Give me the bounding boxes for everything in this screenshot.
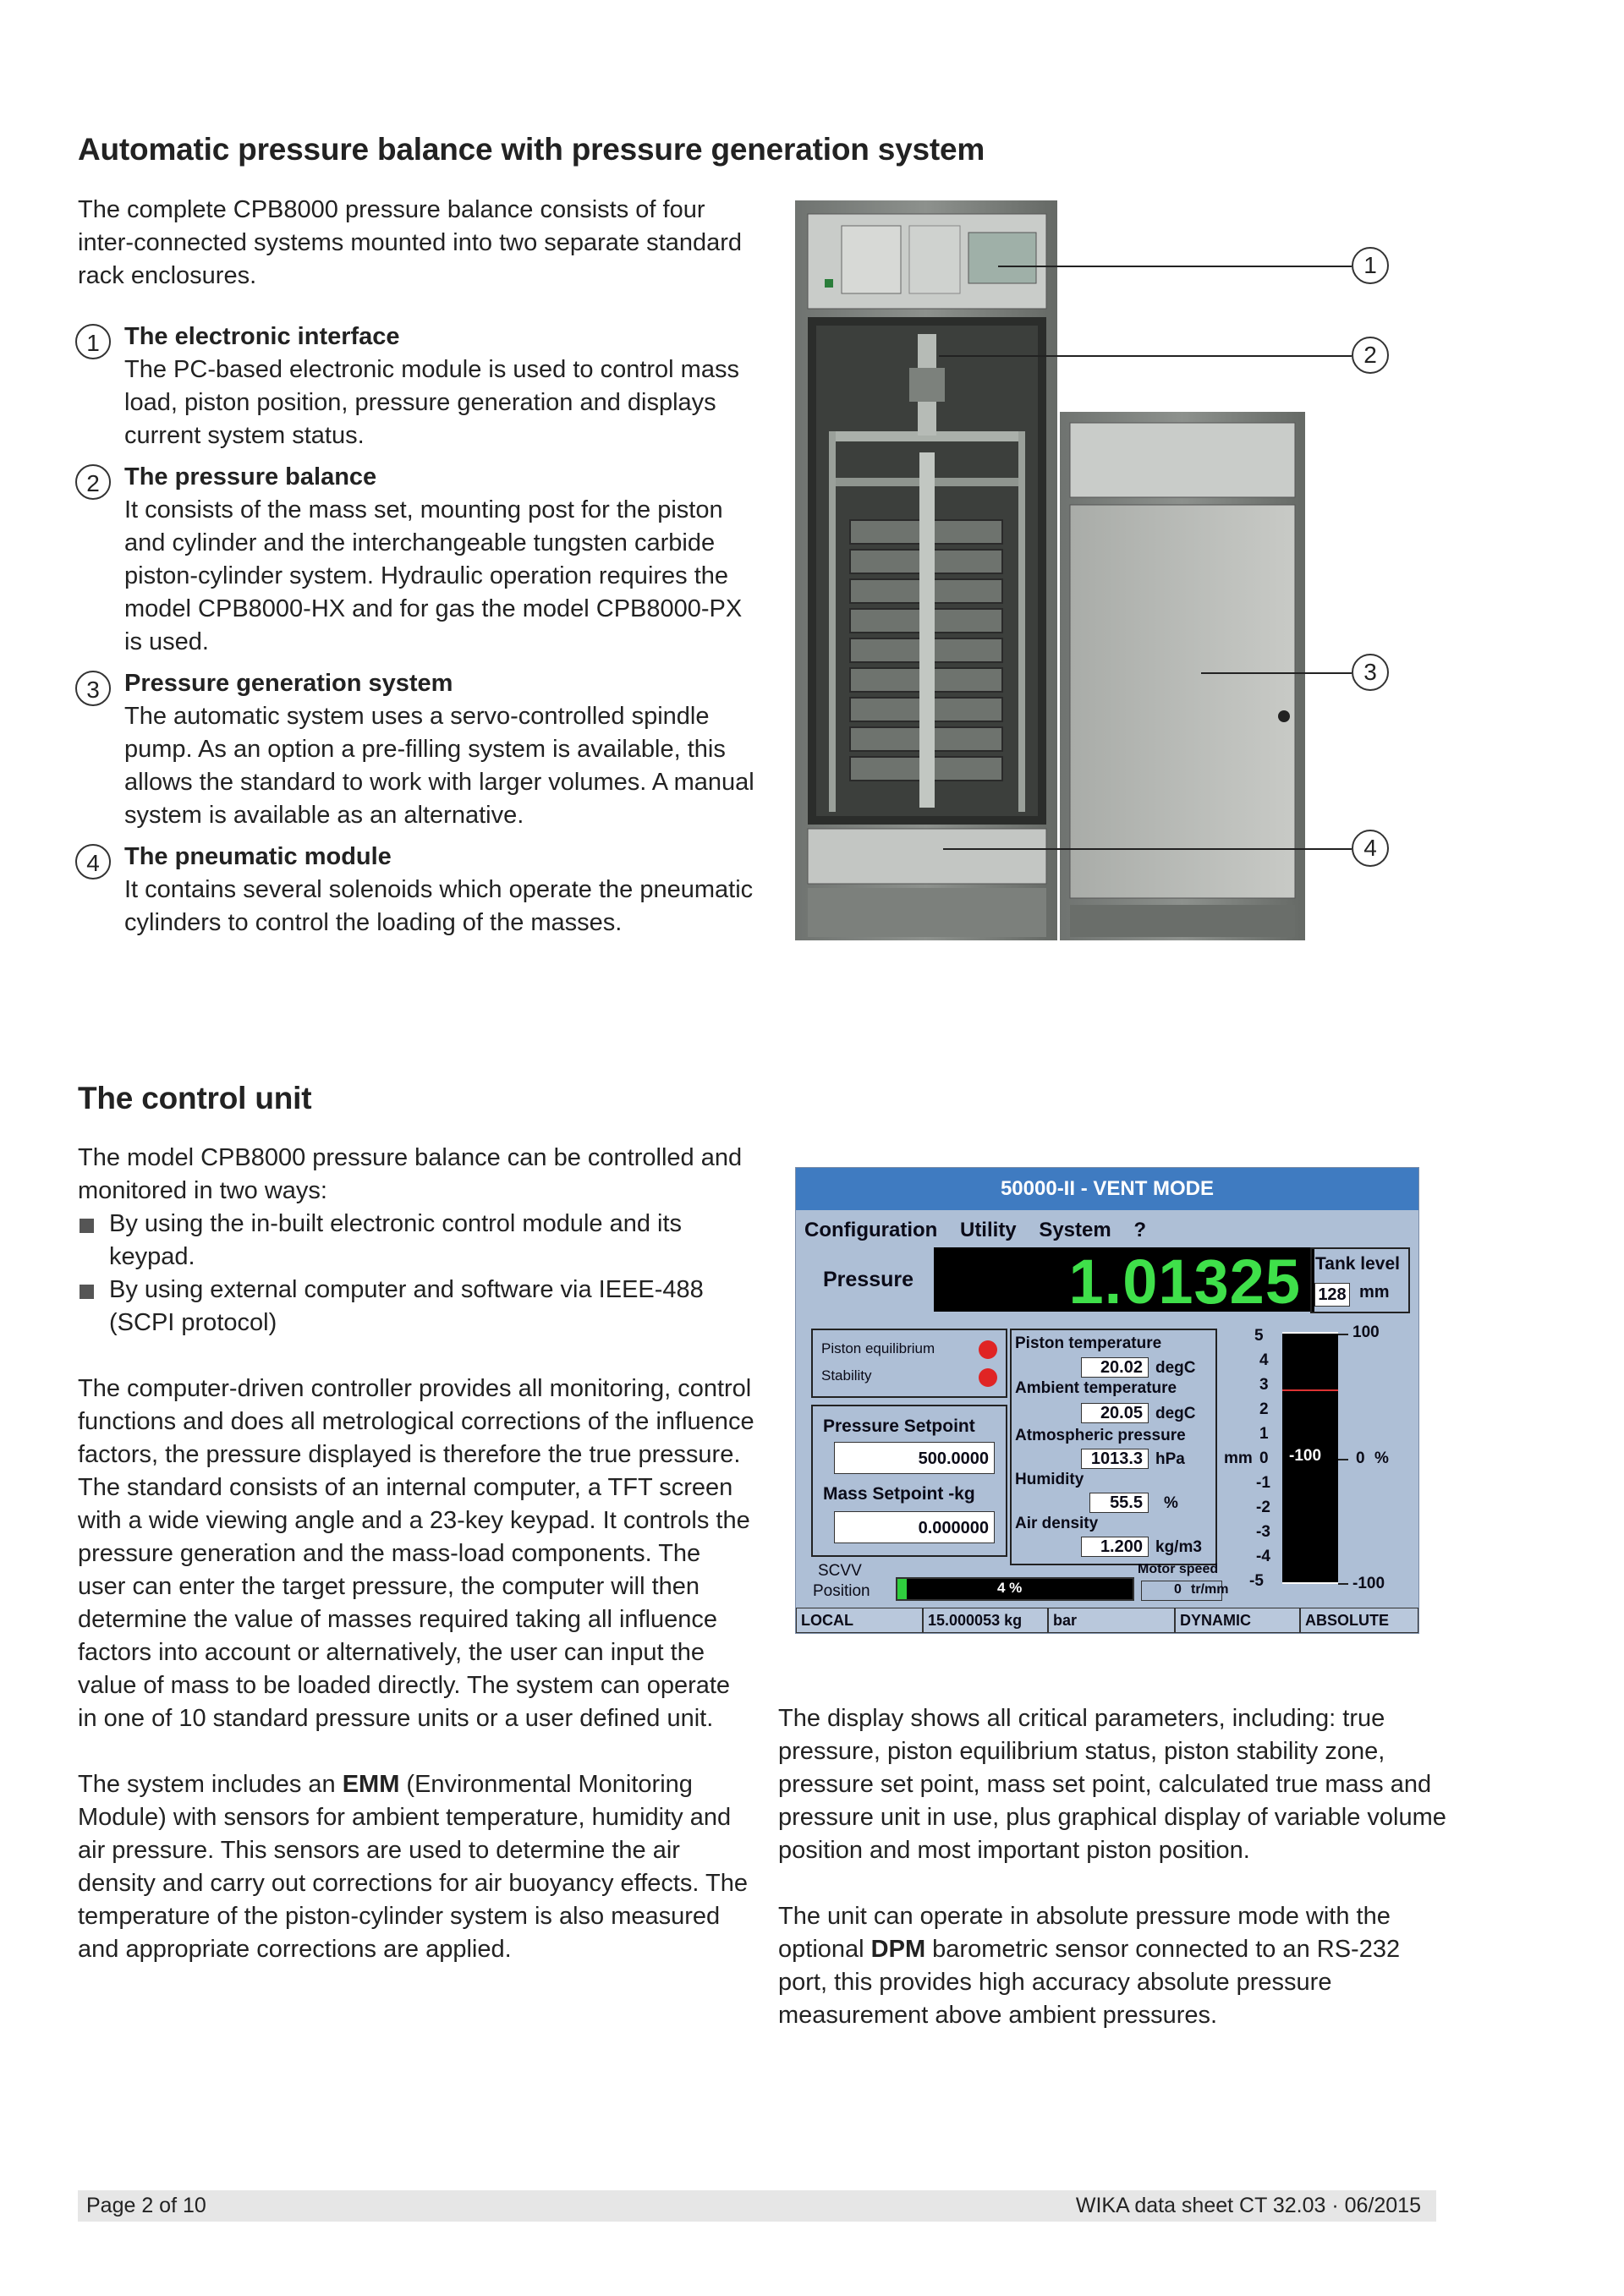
- scvv-label: SCVV: [818, 1562, 862, 1580]
- pressure-setpoint-field[interactable]: 500.0000: [834, 1442, 995, 1474]
- pressure-display: [934, 1247, 1314, 1317]
- setpoint-panel: [811, 1405, 1007, 1557]
- leader-line-4: [943, 848, 1352, 850]
- mass-setpoint-label: Mass Setpoint -kg: [823, 1484, 975, 1504]
- list-item-electronic-interface: [78, 321, 754, 452]
- scale-tick-m2: -2: [1256, 1499, 1270, 1516]
- piston-temperature-label: Piston temperature: [1015, 1334, 1162, 1352]
- equilibrium-status-led: [979, 1340, 997, 1359]
- item-title: Pressure generation system: [124, 670, 453, 697]
- number-badge-3: 3: [75, 671, 111, 706]
- item-text: The PC-based electronic module is used to control mass load, piston position, pressure generation and displays current system status.: [124, 356, 739, 449]
- scale-tick-m3: -3: [1256, 1523, 1270, 1541]
- status-dynamic: DYNAMIC: [1175, 1608, 1300, 1633]
- list-item-pressure-generation: [78, 667, 754, 832]
- control-paragraph-1: The computer-driven controller provides all monitoring, control functions and does all metrological corrections of the influence factors, the pressure displayed is therefore the true pressure.: [78, 1375, 754, 1468]
- pressure-setpoint-label: Pressure Setpoint: [823, 1417, 975, 1436]
- scale-unit-mm: mm: [1224, 1449, 1253, 1467]
- ambient-temperature-unit: degC: [1155, 1405, 1196, 1422]
- tank-level-panel: [1310, 1247, 1410, 1313]
- piston-equilibrium-label: Piston equilibrium: [821, 1340, 935, 1356]
- menu-help[interactable]: ?: [1133, 1219, 1147, 1241]
- page-footer: [78, 2190, 1436, 2222]
- motor-speed-unit: tr/mm: [1191, 1582, 1229, 1597]
- number-badge-4: 4: [75, 844, 111, 879]
- humidity-value: 55.5: [1089, 1493, 1149, 1513]
- scvv-position-bar: [896, 1577, 1134, 1601]
- bullet-item: By using external computer and software via IEEE-488 (SCPI protocol): [78, 1274, 754, 1340]
- motor-speed-box: [1141, 1581, 1229, 1601]
- scale-tick-2: 2: [1259, 1400, 1269, 1418]
- control-unit-left-column: [78, 1142, 754, 1966]
- item-title: The pressure balance: [124, 463, 377, 490]
- leader-line-3: [1201, 672, 1352, 674]
- scale-tick-3: 3: [1259, 1376, 1269, 1394]
- callout-2: 2: [1352, 337, 1389, 374]
- cpb8000-rack-photo: [791, 199, 1404, 943]
- environment-panel: [1010, 1329, 1217, 1565]
- scale-tick-m5: -5: [1249, 1572, 1264, 1590]
- tank-level-unit: mm: [1359, 1283, 1390, 1301]
- item-title: The pneumatic module: [124, 843, 392, 870]
- absolute-mode-description: The unit can operate in absolute pressure mode with the optional DPM barometric sensor connected to an RS-232 port, this provides high accuracy absolute pressure measurement above ambient pressures.: [778, 1903, 1401, 2029]
- control-unit-right-column: [778, 1702, 1446, 2032]
- scale-tick-0: 0: [1259, 1449, 1269, 1467]
- leader-line-2: [939, 355, 1352, 357]
- scvv-position-fill: [897, 1579, 907, 1599]
- page-number: Page 2 of 10: [86, 2194, 206, 2217]
- item-text: The automatic system uses a servo-controlled spindle pump. As an option a pre-filling system is available, this allows the standard to work with larger volumes. A manual system is available as an alternative.: [124, 703, 754, 829]
- callout-4: 4: [1352, 830, 1389, 867]
- datasheet-reference: WIKA data sheet CT 32.03 · 06/2015: [1075, 2194, 1421, 2217]
- stability-status-led: [979, 1368, 997, 1387]
- air-density-label: Air density: [1015, 1515, 1099, 1532]
- air-density-unit: kg/m3: [1155, 1538, 1202, 1556]
- volume-scale-mid: 0: [1356, 1449, 1365, 1467]
- item-title: The electronic interface: [124, 323, 400, 350]
- volume-scale-top: 100: [1352, 1323, 1380, 1341]
- motor-speed-value: 0: [1174, 1582, 1182, 1597]
- piston-position-gauge: [1282, 1332, 1338, 1584]
- display-description: The display shows all critical parameters, including: true pressure, piston equilibrium status, piston stability zone, pressure set point, mass set point, calculated true mass and pressure unit in use, plus graphical display of variable volume position and most important piston position.: [778, 1705, 1446, 1864]
- volume-scale-unit: %: [1374, 1449, 1389, 1467]
- scale-tick-m1: -1: [1256, 1474, 1270, 1492]
- position-label: Position: [813, 1582, 870, 1600]
- status-mode: LOCAL: [796, 1608, 923, 1633]
- humidity-label: Humidity: [1015, 1471, 1084, 1488]
- piston-temperature-unit: degC: [1155, 1359, 1196, 1377]
- status-unit: bar: [1048, 1608, 1175, 1633]
- control-paragraph-2: The standard consists of an internal computer, a TFT screen with a wide viewing angle and a 23-key keypad. It controls the pressure generation and the mass-load components. The user can enter the target pressure, the computer will then determine the value of masses required taking all influence factors into account or alternatively, the user can input the value of mass to be loaded directly. The system can operate in one of 10 standard pressure units or a user defined unit.: [78, 1474, 750, 1732]
- pressure-value: 1.01325: [1068, 1247, 1301, 1317]
- ambient-temperature-label: Ambient temperature: [1015, 1379, 1177, 1397]
- mass-setpoint-field[interactable]: 0.000000: [834, 1511, 995, 1543]
- status-mass: 15.000053 kg: [923, 1608, 1048, 1633]
- screen-status-bar: [796, 1608, 1418, 1633]
- scvv-position-value: 4 %: [997, 1580, 1023, 1596]
- callout-1: 1: [1352, 247, 1389, 284]
- atmospheric-pressure-label: Atmospheric pressure: [1015, 1427, 1186, 1444]
- menu-configuration[interactable]: Configuration: [804, 1219, 938, 1241]
- status-absolute: ABSOLUTE: [1300, 1608, 1418, 1633]
- scale-tick-4: 4: [1259, 1351, 1269, 1369]
- number-badge-2: 2: [75, 464, 111, 500]
- air-density-value: 1.200: [1081, 1537, 1149, 1557]
- menu-system[interactable]: System: [1039, 1219, 1111, 1241]
- atmospheric-pressure-value: 1013.3: [1081, 1449, 1149, 1469]
- equilibrium-panel: [811, 1329, 1007, 1398]
- screen-menu-bar: [804, 1219, 1158, 1242]
- section-title-control-unit: The control unit: [78, 1081, 312, 1115]
- leader-line-1: [998, 266, 1352, 267]
- motor-speed-label: Motor speed: [1138, 1562, 1219, 1576]
- tank-level-label: Tank level: [1315, 1254, 1400, 1274]
- ambient-temperature-value: 20.05: [1081, 1403, 1149, 1423]
- list-item-pressure-balance: [78, 461, 754, 659]
- pressure-label: Pressure: [823, 1268, 914, 1291]
- scale-tick-5: 5: [1254, 1327, 1264, 1345]
- humidity-unit: %: [1164, 1494, 1178, 1512]
- control-unit-screen: [795, 1167, 1419, 1634]
- gauge-value: -100: [1289, 1447, 1322, 1465]
- section-title-pressure-balance: Automatic pressure balance with pressure generation system: [78, 132, 985, 167]
- intro-paragraph: The complete CPB8000 pressure balance consists of four inter-connected systems mounted into two separate standard rack enclosures.: [78, 196, 743, 289]
- atmospheric-pressure-unit: hPa: [1155, 1450, 1185, 1468]
- item-text: It consists of the mass set, mounting post for the piston and cylinder and the interchangeable tungsten carbide piston-cylinder system. Hydraulic operation requires the model CPB8000-HX and for gas the model CPB8000-PX is used.: [124, 496, 743, 655]
- number-badge-1: 1: [75, 324, 111, 359]
- scale-tick-1: 1: [1259, 1425, 1269, 1443]
- volume-scale-bottom: -100: [1352, 1575, 1385, 1592]
- control-paragraph-3: The system includes an EMM (Environmental Monitoring Module) with sensors for ambient temperature, humidity and air pressure. This sensors are used to determine the air density and carry out corrections for air buoyancy effects. The temperature of the piston-cylinder system is also measured and appropriate corrections are applied.: [78, 1771, 748, 1963]
- bullet-item: By using the in-built electronic control module and its keypad.: [78, 1208, 754, 1274]
- item-text: It contains several solenoids which operate the pneumatic cylinders to control the loading of the masses.: [124, 876, 754, 936]
- screen-title-bar: 50000-II - VENT MODE: [796, 1168, 1418, 1210]
- piston-temperature-value: 20.02: [1081, 1357, 1149, 1378]
- stability-label: Stability: [821, 1367, 872, 1384]
- callout-3: 3: [1352, 654, 1389, 691]
- tank-level-value: 128: [1314, 1283, 1350, 1307]
- menu-utility[interactable]: Utility: [959, 1219, 1017, 1241]
- scale-tick-m4: -4: [1256, 1548, 1270, 1565]
- list-item-pneumatic-module: [78, 841, 754, 940]
- control-intro: The model CPB8000 pressure balance can be controlled and monitored in two ways:: [78, 1144, 743, 1204]
